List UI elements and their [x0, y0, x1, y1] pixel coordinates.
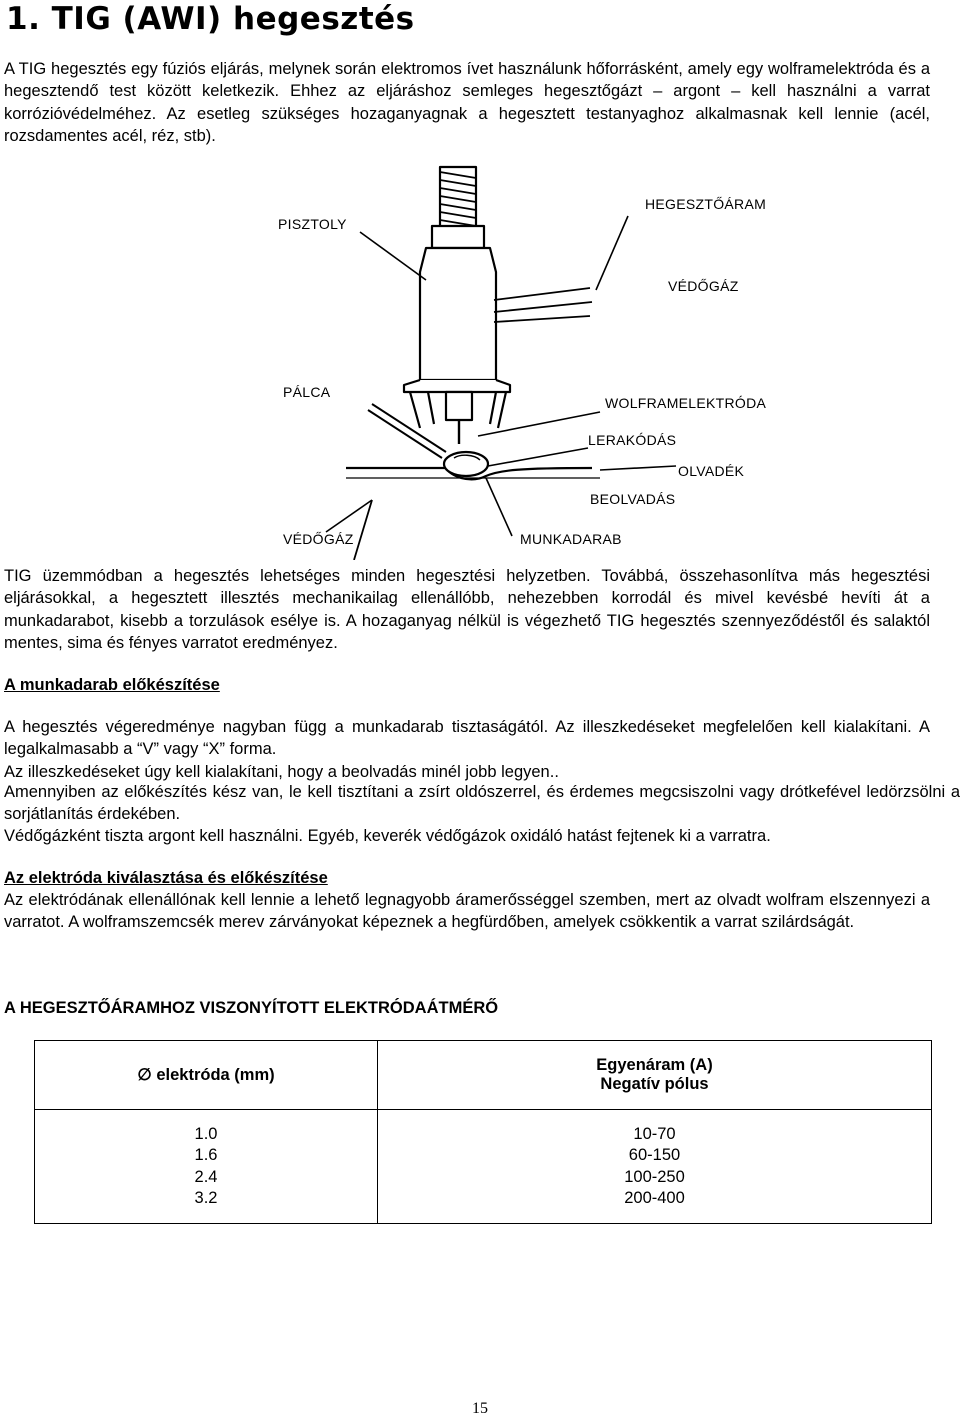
threaded-stud — [440, 167, 476, 229]
table-heading: A HEGESZTŐÁRAMHOZ VISZONYÍTOTT ELEKTRÓDAÁTMÉRŐ — [4, 999, 499, 1017]
diameter-cell — [35, 1110, 378, 1224]
electrode-table — [34, 1040, 932, 1224]
page-title: 1. TIG (AWI) hegesztés — [6, 1, 415, 37]
current-cell — [378, 1110, 932, 1224]
diameter-value: 2.4 — [194, 1167, 218, 1186]
tig-torch-diagram — [0, 0, 960, 560]
current-value: 100-250 — [624, 1167, 685, 1186]
electrode-paragraph: Az elektródának ellenállónak kell lennie a lehető legnagyobb áramerősséggel szemben, mert az olvadt wolfram elszennyezi a varratot. A wolframszemcsék merev zárványokat képeznek a hegfürdőben, amelyek csökkentik a varrat szilárdságát. — [4, 891, 930, 932]
col-header-current-line1: Egyenáram (A) — [596, 1056, 713, 1074]
prep-line-4: Védőgázként tiszta argont kell használni. Egyéb, keverék védőgázok oxidáló hatást fejtenek ki a varratra. — [4, 827, 771, 845]
cable — [494, 288, 592, 322]
label-wolframelektroda: WOLFRAMELEKTRÓDA — [605, 395, 767, 411]
torch-body — [420, 248, 496, 380]
diameter-value: 3.2 — [194, 1189, 218, 1207]
section-heading-electrode: Az elektróda kiválasztása és előkészítése — [4, 869, 328, 887]
current-value: 200-400 — [624, 1189, 685, 1207]
prep-paragraph-1: A hegesztés végeredménye nagyban függ a munkadarab tisztaságától. Az illeszkedéseket megfelelően kell kialakítani. A legalkalmasabb a “V” vagy “X” forma. — [4, 718, 930, 759]
label-lerakodas: LERAKÓDÁS — [588, 432, 677, 448]
table-row — [35, 1110, 932, 1224]
label-beolvadas: BEOLVADÁS — [590, 491, 676, 507]
label-palca: PÁLCA — [283, 384, 331, 400]
torch-collar — [432, 226, 484, 248]
current-value: 10-70 — [633, 1124, 676, 1143]
prep-paragraph-3: Amennyiben az előkészítés kész van, le kell tisztítani a zsírt oldószerrel, és érdemes megcsiszolni vagy drótkefével ledörzsölni a sorjátlanítás érdekében. — [4, 783, 960, 824]
page-number: 15 — [472, 1400, 488, 1417]
label-munkadarab: MUNKADARAB — [520, 531, 622, 547]
nozzle-top — [404, 380, 510, 392]
electrode-holder — [446, 392, 472, 420]
tig-paragraph: TIG üzemmódban a hegesztés lehetséges minden hegesztési helyzetben. Továbbá, összehasonlítva más hegesztési eljárásokkal, a hegesztett illesztés mechanikailag ellenállóbb, nehezebben korrodál és mivel kevésbé hevíti át a munkadarabot, kisebb a torzulások esélye is. A hozaganyag nélkül is végezhető TIG hegesztés szennyeződéstől és salaktól mentes, sima és fényes varratot eredményez. — [4, 567, 930, 653]
diameter-value: 1.0 — [194, 1124, 218, 1143]
table-header-row — [35, 1041, 932, 1110]
label-hegesztoaram: HEGESZTŐÁRAM — [645, 196, 767, 212]
filler-rod — [368, 404, 446, 458]
intro-paragraph: A TIG hegesztés egy fúziós eljárás, melynek során elektromos ívet használunk hőforrásként, amely egy wolframelektróda és a hegesztendő test között keletkezik. Ehhez az eljáráshoz semleges hegesztőgázt – argont – kell használni a varrat korrózióvédelméhez. Az esetleg szükséges hozaganyagnak a hegesztett testanyaghoz alkalmasnak kell lennie (acél, rozsdamentes acél, réz, stb). — [4, 60, 930, 146]
col-header-diameter: ∅ elektróda (mm) — [35, 1041, 378, 1110]
current-value: 60-150 — [628, 1146, 681, 1164]
label-vedogaz-top: VÉDŐGÁZ — [668, 278, 739, 294]
label-olvadek: OLVADÉK — [678, 463, 745, 479]
col-header-current — [378, 1041, 932, 1110]
label-vedogaz-bottom: VÉDŐGÁZ — [283, 531, 354, 547]
col-header-current-line2: Negatív pólus — [600, 1075, 709, 1093]
prep-line-2: Az illeszkedéseket úgy kell kialakítani, hogy a beolvadás minél jobb legyen.. — [4, 763, 559, 781]
section-heading-prep: A munkadarab előkészítése — [4, 676, 220, 694]
diameter-value: 1.6 — [194, 1146, 218, 1164]
label-pisztoly: PISZTOLY — [278, 216, 347, 232]
